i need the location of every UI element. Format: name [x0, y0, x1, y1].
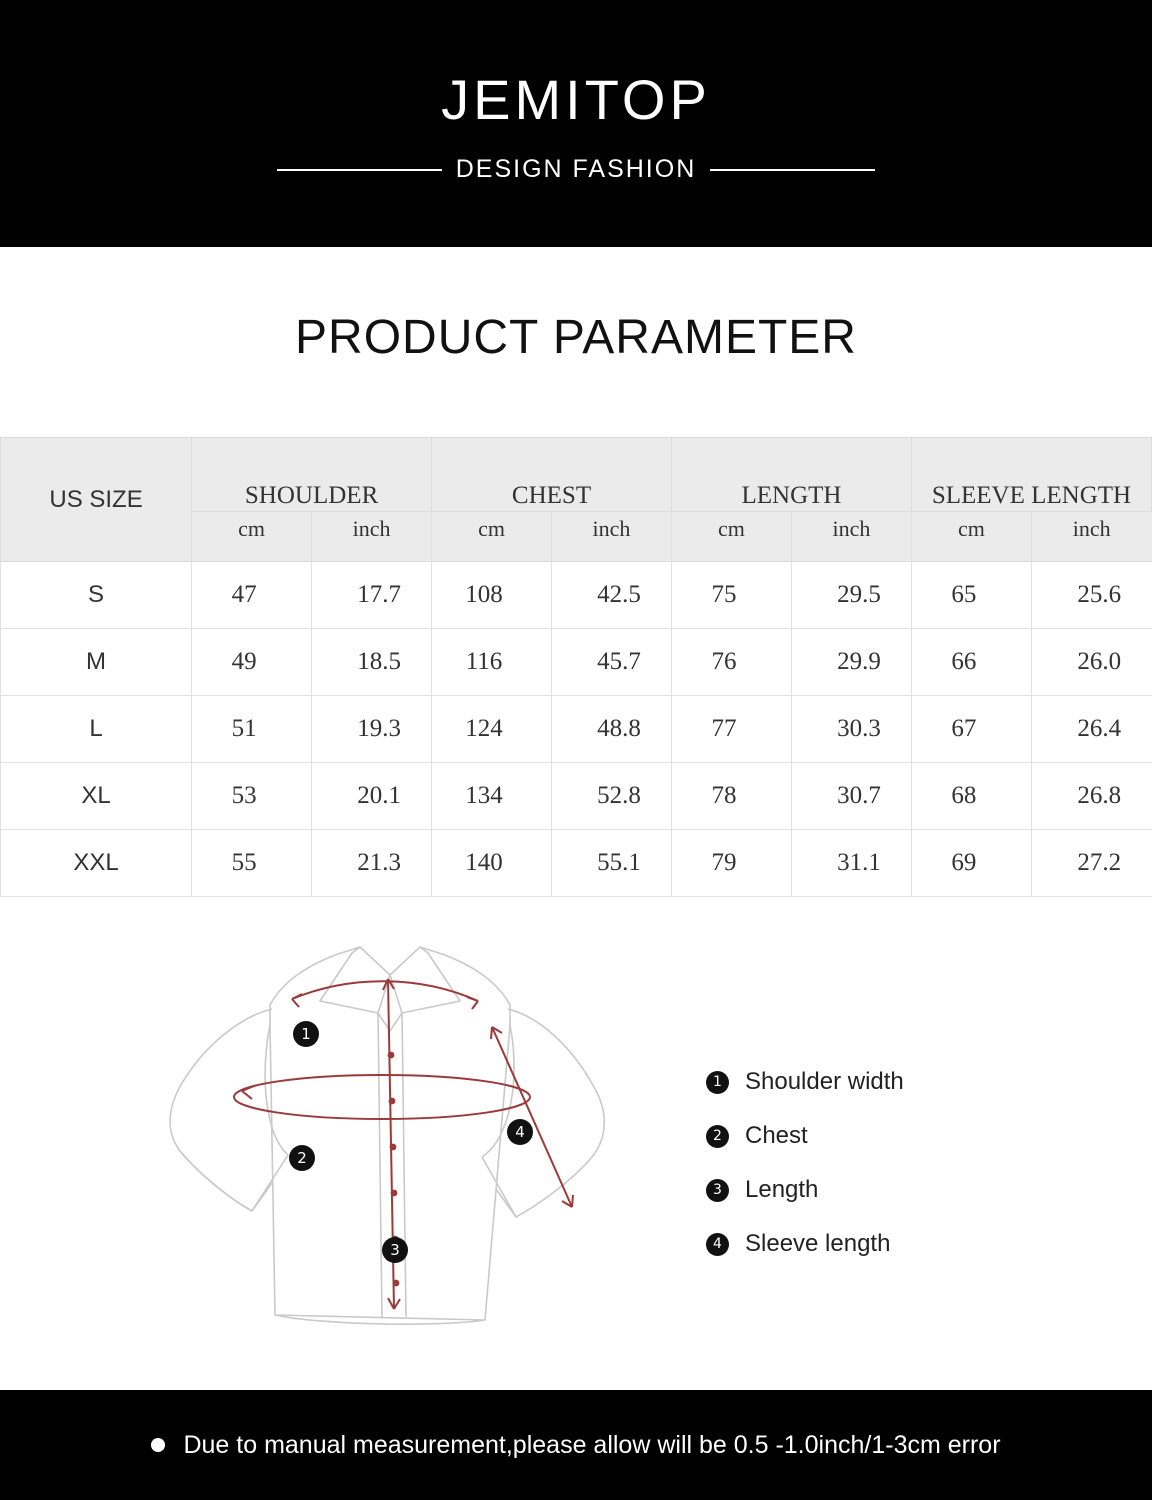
header-group-sleeve-length: SLEEVE LENGTH: [911, 438, 1151, 512]
header-us-size: US SIZE: [1, 438, 192, 562]
cell-size: XL: [1, 763, 192, 830]
table-body: [1, 562, 1152, 897]
brand-subtitle-wrap: [0, 155, 1152, 184]
cell-size: XXL: [1, 830, 192, 897]
legend-number-icon: 2: [706, 1125, 729, 1148]
divider-right: [710, 169, 875, 171]
bullet-icon: [151, 1438, 165, 1452]
header-group-length: LENGTH: [671, 438, 911, 512]
footer-note-bar: [0, 1390, 1152, 1500]
table-head: [1, 438, 1152, 562]
cell-size: L: [1, 696, 192, 763]
table-row: [1, 763, 1152, 830]
svg-text:2: 2: [297, 1149, 307, 1167]
legend-item-shoulder-width: [706, 1055, 1106, 1109]
cell-chest-inch: 52.8: [552, 763, 672, 830]
cell-shoulder-inch: 17.7: [312, 562, 432, 629]
cell-sleeve-inch: 26.4: [1031, 696, 1151, 763]
cell-sleeve-cm: 66: [911, 629, 1031, 696]
svg-text:1: 1: [301, 1025, 311, 1043]
header-group-chest: CHEST: [432, 438, 672, 512]
cell-length-inch: 31.1: [791, 830, 911, 897]
cell-chest-inch: 42.5: [552, 562, 672, 629]
legend-number-icon: 4: [706, 1233, 729, 1256]
cell-length-inch: 30.3: [791, 696, 911, 763]
header-unit-shoulder-inch: inch: [312, 512, 432, 562]
cell-chest-cm: 116: [432, 629, 552, 696]
legend-item-chest: [706, 1109, 1106, 1163]
cell-shoulder-inch: 19.3: [312, 696, 432, 763]
cell-length-inch: 30.7: [791, 763, 911, 830]
brand-subtitle: DESIGN FASHION: [455, 155, 697, 183]
legend-label: Sleeve length: [745, 1230, 891, 1257]
cell-chest-inch: 48.8: [552, 696, 672, 763]
cell-chest-cm: 134: [432, 763, 552, 830]
cell-length-cm: 75: [671, 562, 791, 629]
cell-shoulder-cm: 53: [192, 763, 312, 830]
cell-sleeve-inch: 27.2: [1031, 830, 1151, 897]
cell-shoulder-inch: 18.5: [312, 629, 432, 696]
cell-length-cm: 76: [671, 629, 791, 696]
cell-length-inch: 29.5: [791, 562, 911, 629]
cell-shoulder-cm: 55: [192, 830, 312, 897]
measurement-legend: [706, 1055, 1106, 1271]
cell-shoulder-cm: 49: [192, 629, 312, 696]
table-row: [1, 830, 1152, 897]
cell-sleeve-inch: 25.6: [1031, 562, 1151, 629]
size-chart-table: [0, 437, 1152, 897]
cell-size: S: [1, 562, 192, 629]
legend-item-sleeve-length: [706, 1217, 1106, 1271]
shirt-diagram-svg: [120, 905, 640, 1335]
header-unit-shoulder-cm: cm: [192, 512, 312, 562]
cell-shoulder-cm: 51: [192, 696, 312, 763]
cell-length-cm: 77: [671, 696, 791, 763]
cell-length-inch: 29.9: [791, 629, 911, 696]
header-group-shoulder: SHOULDER: [192, 438, 432, 512]
cell-size: M: [1, 629, 192, 696]
cell-sleeve-inch: 26.8: [1031, 763, 1151, 830]
table-row: [1, 629, 1152, 696]
legend-label: Length: [745, 1176, 819, 1203]
divider-left: [277, 169, 442, 171]
cell-chest-cm: 140: [432, 830, 552, 897]
cell-chest-cm: 108: [432, 562, 552, 629]
header-unit-sleeve-inch: inch: [1031, 512, 1151, 562]
cell-length-cm: 79: [671, 830, 791, 897]
cell-sleeve-cm: 67: [911, 696, 1031, 763]
cell-sleeve-cm: 68: [911, 763, 1031, 830]
cell-shoulder-cm: 47: [192, 562, 312, 629]
brand-name: JEMITOP: [441, 68, 711, 131]
cell-sleeve-cm: 69: [911, 830, 1031, 897]
cell-sleeve-cm: 65: [911, 562, 1031, 629]
cell-chest-cm: 124: [432, 696, 552, 763]
svg-text:4: 4: [515, 1123, 525, 1141]
header-unit-chest-cm: cm: [432, 512, 552, 562]
header-unit-sleeve-cm: cm: [911, 512, 1031, 562]
cell-chest-inch: 45.7: [552, 629, 672, 696]
table-header-group-row: [1, 438, 1152, 512]
page-title: PRODUCT PARAMETER: [295, 311, 857, 364]
table-row: [1, 562, 1152, 629]
cell-chest-inch: 55.1: [552, 830, 672, 897]
legend-number-icon: 1: [706, 1071, 729, 1094]
legend-label: Shoulder width: [745, 1068, 904, 1095]
header-unit-length-cm: cm: [671, 512, 791, 562]
cell-shoulder-inch: 21.3: [312, 830, 432, 897]
legend-label: Chest: [745, 1122, 808, 1149]
legend-item-length: [706, 1163, 1106, 1217]
brand-header: [0, 0, 1152, 247]
footer-note: Due to manual measurement,please allow will be 0.5 -1.0inch/1-3cm error: [183, 1430, 1001, 1459]
size-table-wrap: [0, 437, 1152, 897]
header-unit-chest-inch: inch: [552, 512, 672, 562]
svg-text:3: 3: [390, 1241, 400, 1259]
cell-length-cm: 78: [671, 763, 791, 830]
table-row: [1, 696, 1152, 763]
cell-shoulder-inch: 20.1: [312, 763, 432, 830]
shirt-outline: [170, 947, 604, 1324]
header-unit-length-inch: inch: [791, 512, 911, 562]
legend-number-icon: 3: [706, 1179, 729, 1202]
cell-sleeve-inch: 26.0: [1031, 629, 1151, 696]
measurement-diagram: [120, 905, 640, 1335]
